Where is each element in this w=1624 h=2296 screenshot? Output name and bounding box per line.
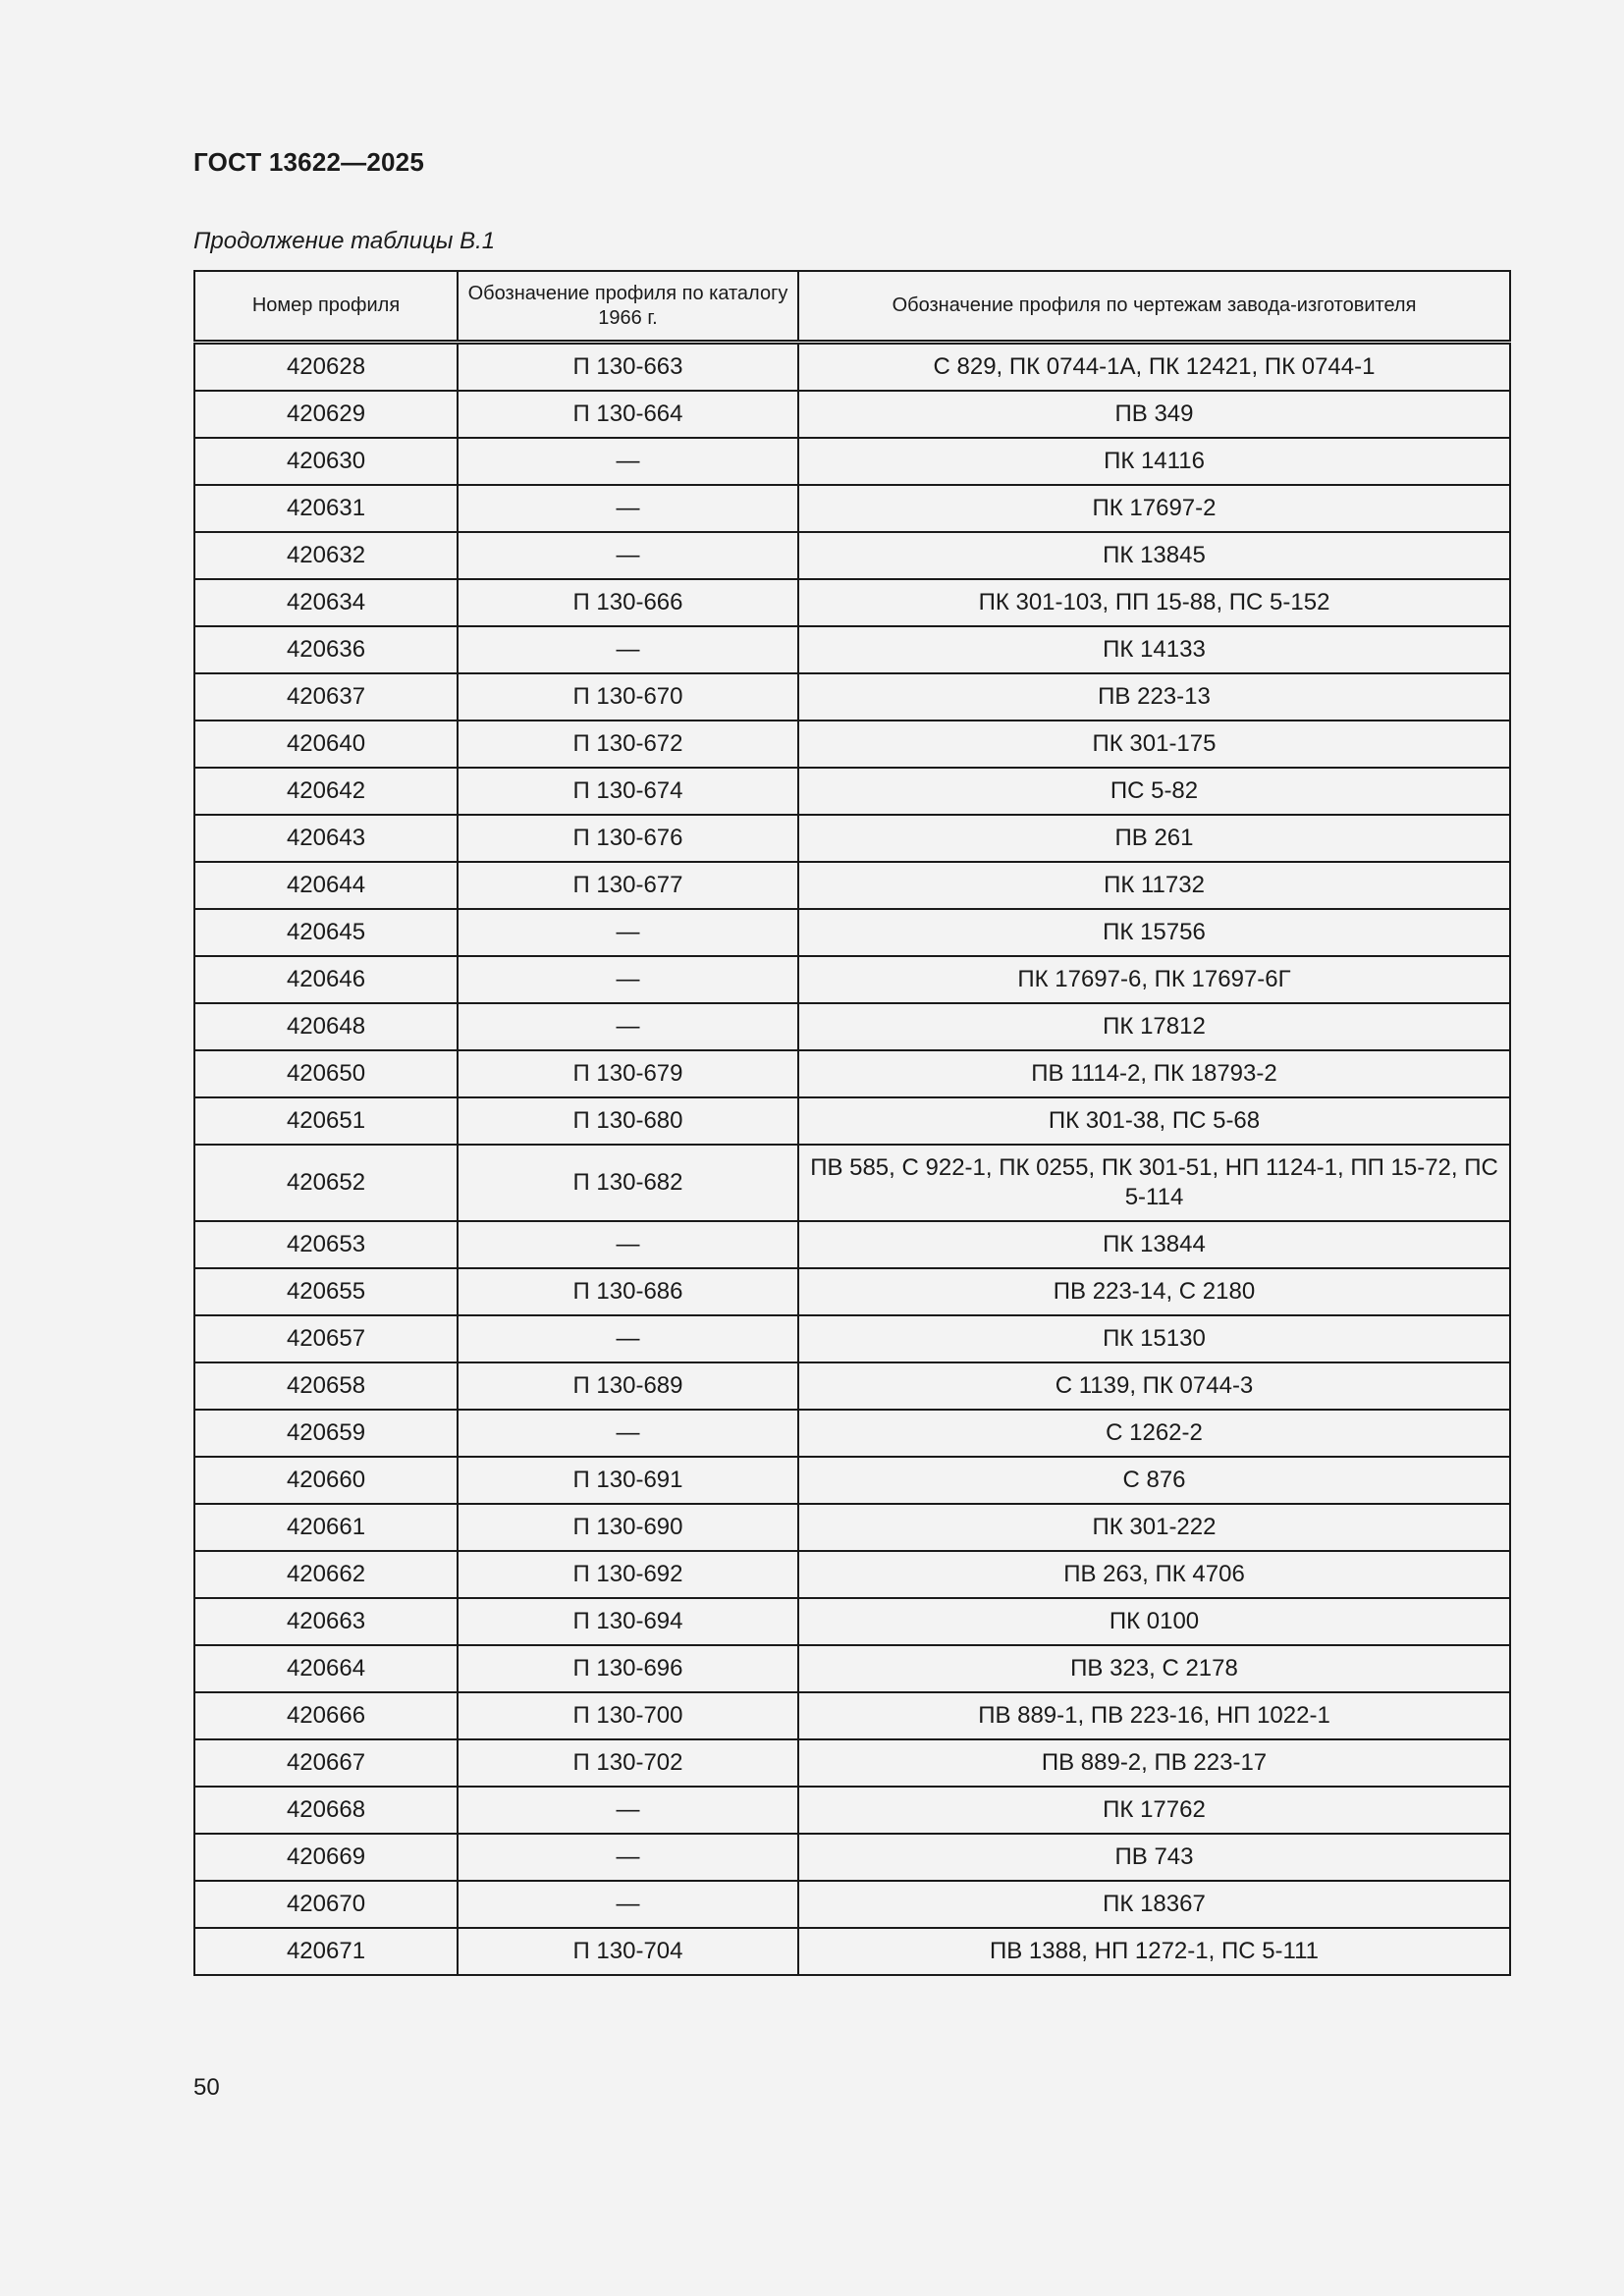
table-row bbox=[194, 532, 1510, 579]
profile-number-cell: 420629 bbox=[194, 391, 458, 438]
table-row bbox=[194, 1003, 1510, 1050]
catalog-designation-cell: П 130-694 bbox=[458, 1598, 798, 1645]
header-row bbox=[194, 271, 1510, 343]
factory-designation-cell: ПК 17697-6, ПК 17697-6Г bbox=[798, 956, 1510, 1003]
catalog-designation-cell: — bbox=[458, 1315, 798, 1362]
table-row bbox=[194, 343, 1510, 392]
factory-designation-cell: ПВ 263, ПК 4706 bbox=[798, 1551, 1510, 1598]
catalog-designation-cell: П 130-676 bbox=[458, 815, 798, 862]
profile-number-cell: 420642 bbox=[194, 768, 458, 815]
catalog-designation-cell: П 130-672 bbox=[458, 721, 798, 768]
factory-designation-cell: ПК 301-175 bbox=[798, 721, 1510, 768]
factory-designation-cell: ПВ 261 bbox=[798, 815, 1510, 862]
factory-designation-cell: ПВ 889-2, ПВ 223-17 bbox=[798, 1739, 1510, 1787]
catalog-designation-cell: П 130-682 bbox=[458, 1145, 798, 1221]
profile-number-cell: 420670 bbox=[194, 1881, 458, 1928]
catalog-designation-cell: — bbox=[458, 1881, 798, 1928]
table-row bbox=[194, 815, 1510, 862]
catalog-designation-cell: П 130-702 bbox=[458, 1739, 798, 1787]
table-row bbox=[194, 673, 1510, 721]
factory-designation-cell: ПК 301-222 bbox=[798, 1504, 1510, 1551]
factory-designation-cell: ПК 14133 bbox=[798, 626, 1510, 673]
factory-designation-cell: ПК 17812 bbox=[798, 1003, 1510, 1050]
catalog-designation-cell: — bbox=[458, 485, 798, 532]
table-header bbox=[194, 271, 1510, 343]
factory-designation-cell: ПК 14116 bbox=[798, 438, 1510, 485]
catalog-designation-cell: П 130-692 bbox=[458, 1551, 798, 1598]
table-caption: Продолжение таблицы В.1 bbox=[193, 228, 496, 254]
document-header: ГОСТ 13622—2025 bbox=[193, 147, 424, 177]
table-row bbox=[194, 1221, 1510, 1268]
table-row bbox=[194, 391, 1510, 438]
profile-number-cell: 420664 bbox=[194, 1645, 458, 1692]
catalog-designation-cell: П 130-691 bbox=[458, 1457, 798, 1504]
profile-number-cell: 420671 bbox=[194, 1928, 458, 1975]
profile-number-cell: 420669 bbox=[194, 1834, 458, 1881]
table-row bbox=[194, 485, 1510, 532]
profile-number-cell: 420651 bbox=[194, 1097, 458, 1145]
table-row bbox=[194, 1504, 1510, 1551]
catalog-designation-cell: П 130-666 bbox=[458, 579, 798, 626]
factory-designation-cell: ПВ 585, С 922-1, ПК 0255, ПК 301-51, НП 1124-1, ПП 15-72, ПС 5-114 bbox=[798, 1145, 1510, 1221]
profile-number-cell: 420645 bbox=[194, 909, 458, 956]
profile-number-cell: 420655 bbox=[194, 1268, 458, 1315]
profile-number-cell: 420646 bbox=[194, 956, 458, 1003]
factory-designation-cell: С 829, ПК 0744-1А, ПК 12421, ПК 0744-1 bbox=[798, 343, 1510, 392]
table-row bbox=[194, 1598, 1510, 1645]
factory-designation-cell: ПК 0100 bbox=[798, 1598, 1510, 1645]
table-row bbox=[194, 956, 1510, 1003]
table-row bbox=[194, 1881, 1510, 1928]
table-row bbox=[194, 1645, 1510, 1692]
factory-designation-cell: ПК 15130 bbox=[798, 1315, 1510, 1362]
table-row bbox=[194, 768, 1510, 815]
catalog-designation-cell: П 130-674 bbox=[458, 768, 798, 815]
factory-designation-cell: ПВ 349 bbox=[798, 391, 1510, 438]
profile-number-cell: 420653 bbox=[194, 1221, 458, 1268]
profile-number-cell: 420668 bbox=[194, 1787, 458, 1834]
table-row bbox=[194, 909, 1510, 956]
profile-number-cell: 420662 bbox=[194, 1551, 458, 1598]
table-row bbox=[194, 1739, 1510, 1787]
catalog-designation-cell: П 130-670 bbox=[458, 673, 798, 721]
table-row bbox=[194, 1692, 1510, 1739]
table-row bbox=[194, 1050, 1510, 1097]
catalog-designation-cell: П 130-663 bbox=[458, 343, 798, 392]
catalog-designation-cell: П 130-680 bbox=[458, 1097, 798, 1145]
table-row bbox=[194, 1268, 1510, 1315]
factory-designation-cell: ПК 17762 bbox=[798, 1787, 1510, 1834]
table-row bbox=[194, 1834, 1510, 1881]
profile-number-cell: 420628 bbox=[194, 343, 458, 392]
catalog-designation-cell: П 130-677 bbox=[458, 862, 798, 909]
catalog-designation-cell: П 130-700 bbox=[458, 1692, 798, 1739]
table-row bbox=[194, 862, 1510, 909]
factory-designation-cell: ПВ 323, С 2178 bbox=[798, 1645, 1510, 1692]
catalog-designation-cell: — bbox=[458, 438, 798, 485]
catalog-designation-cell: — bbox=[458, 1834, 798, 1881]
table-row bbox=[194, 1410, 1510, 1457]
table-body bbox=[194, 343, 1510, 1976]
factory-designation-cell: ПК 13845 bbox=[798, 532, 1510, 579]
profile-number-cell: 420632 bbox=[194, 532, 458, 579]
table-row bbox=[194, 626, 1510, 673]
profile-number-cell: 420640 bbox=[194, 721, 458, 768]
profile-number-cell: 420648 bbox=[194, 1003, 458, 1050]
catalog-designation-cell: — bbox=[458, 956, 798, 1003]
profile-number-cell: 420661 bbox=[194, 1504, 458, 1551]
catalog-designation-cell: — bbox=[458, 909, 798, 956]
table-row bbox=[194, 1457, 1510, 1504]
catalog-designation-cell: — bbox=[458, 1787, 798, 1834]
profiles-table bbox=[193, 270, 1511, 1976]
table-row bbox=[194, 1928, 1510, 1975]
table-row bbox=[194, 1787, 1510, 1834]
profile-number-cell: 420637 bbox=[194, 673, 458, 721]
catalog-designation-cell: — bbox=[458, 1221, 798, 1268]
factory-designation-cell: ПС 5-82 bbox=[798, 768, 1510, 815]
profile-number-cell: 420657 bbox=[194, 1315, 458, 1362]
profile-number-cell: 420659 bbox=[194, 1410, 458, 1457]
profile-number-cell: 420652 bbox=[194, 1145, 458, 1221]
factory-designation-cell: ПК 18367 bbox=[798, 1881, 1510, 1928]
profile-number-cell: 420630 bbox=[194, 438, 458, 485]
profile-number-cell: 420667 bbox=[194, 1739, 458, 1787]
factory-designation-cell: ПК 17697-2 bbox=[798, 485, 1510, 532]
catalog-designation-cell: П 130-686 bbox=[458, 1268, 798, 1315]
factory-designation-cell: ПК 13844 bbox=[798, 1221, 1510, 1268]
factory-designation-cell: ПК 11732 bbox=[798, 862, 1510, 909]
factory-designation-cell: ПВ 223-13 bbox=[798, 673, 1510, 721]
catalog-designation-cell: П 130-690 bbox=[458, 1504, 798, 1551]
column-header-factory-drawings: Обозначение профиля по чертежам завода-изготовителя bbox=[798, 271, 1510, 343]
profile-number-cell: 420663 bbox=[194, 1598, 458, 1645]
table-row bbox=[194, 1097, 1510, 1145]
factory-designation-cell: С 1262-2 bbox=[798, 1410, 1510, 1457]
profile-number-cell: 420634 bbox=[194, 579, 458, 626]
profile-number-cell: 420660 bbox=[194, 1457, 458, 1504]
catalog-designation-cell: — bbox=[458, 626, 798, 673]
profile-number-cell: 420631 bbox=[194, 485, 458, 532]
table-row bbox=[194, 1551, 1510, 1598]
factory-designation-cell: ПК 15756 bbox=[798, 909, 1510, 956]
column-header-catalog-1966: Обозначение профиля по каталогу 1966 г. bbox=[458, 271, 798, 343]
catalog-designation-cell: П 130-704 bbox=[458, 1928, 798, 1975]
catalog-designation-cell: П 130-664 bbox=[458, 391, 798, 438]
catalog-designation-cell: П 130-696 bbox=[458, 1645, 798, 1692]
table-row bbox=[194, 438, 1510, 485]
table-row bbox=[194, 1315, 1510, 1362]
profile-number-cell: 420644 bbox=[194, 862, 458, 909]
factory-designation-cell: С 876 bbox=[798, 1457, 1510, 1504]
factory-designation-cell: С 1139, ПК 0744-3 bbox=[798, 1362, 1510, 1410]
catalog-designation-cell: П 130-689 bbox=[458, 1362, 798, 1410]
table-row bbox=[194, 1145, 1510, 1221]
profile-number-cell: 420666 bbox=[194, 1692, 458, 1739]
catalog-designation-cell: — bbox=[458, 1410, 798, 1457]
profile-number-cell: 420643 bbox=[194, 815, 458, 862]
catalog-designation-cell: — bbox=[458, 1003, 798, 1050]
factory-designation-cell: ПВ 743 bbox=[798, 1834, 1510, 1881]
catalog-designation-cell: — bbox=[458, 532, 798, 579]
factory-designation-cell: ПВ 1388, НП 1272-1, ПС 5-111 bbox=[798, 1928, 1510, 1975]
factory-designation-cell: ПВ 1114-2, ПК 18793-2 bbox=[798, 1050, 1510, 1097]
factory-designation-cell: ПВ 223-14, С 2180 bbox=[798, 1268, 1510, 1315]
page-number: 50 bbox=[193, 2074, 220, 2101]
table-row bbox=[194, 721, 1510, 768]
profile-number-cell: 420650 bbox=[194, 1050, 458, 1097]
catalog-designation-cell: П 130-679 bbox=[458, 1050, 798, 1097]
profile-number-cell: 420636 bbox=[194, 626, 458, 673]
table-row bbox=[194, 1362, 1510, 1410]
factory-designation-cell: ПК 301-38, ПС 5-68 bbox=[798, 1097, 1510, 1145]
table-row bbox=[194, 579, 1510, 626]
factory-designation-cell: ПК 301-103, ПП 15-88, ПС 5-152 bbox=[798, 579, 1510, 626]
column-header-profile-number: Номер профиля bbox=[194, 271, 458, 343]
factory-designation-cell: ПВ 889-1, ПВ 223-16, НП 1022-1 bbox=[798, 1692, 1510, 1739]
profile-number-cell: 420658 bbox=[194, 1362, 458, 1410]
